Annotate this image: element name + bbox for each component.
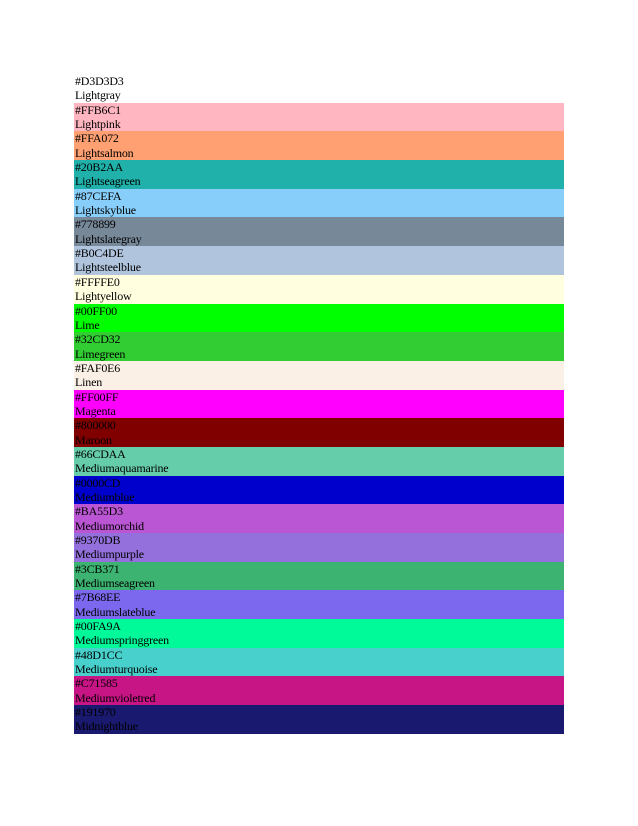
color-hex: #48D1CC [75, 647, 123, 662]
color-hex: #BA55D3 [75, 504, 123, 519]
color-hex: #191970 [75, 705, 116, 720]
color-hex: #32CD32 [75, 332, 121, 347]
color-hex: #C71585 [75, 676, 118, 691]
color-hex: #0000CD [75, 475, 121, 490]
color-row [74, 217, 564, 246]
color-hex: #9370DB [75, 533, 121, 547]
color-hex: #800000 [75, 418, 116, 433]
color-row [74, 189, 564, 218]
color-hex: #66CDAA [75, 446, 126, 461]
color-row [74, 447, 564, 476]
color-row [74, 74, 564, 103]
color-hex: #FFA072 [75, 131, 119, 146]
color-row [74, 590, 564, 619]
color-row [74, 361, 564, 390]
color-name: Lightseagreen [75, 174, 141, 189]
color-swatch-list [74, 74, 564, 734]
color-name: Mediumvioletred [75, 690, 156, 705]
color-name: Mediumpurple [75, 547, 144, 562]
color-name: Magenta [75, 403, 116, 418]
color-row [74, 304, 564, 333]
color-hex: #D3D3D3 [75, 74, 124, 88]
color-hex: #3CB371 [75, 561, 120, 576]
color-row [74, 160, 564, 189]
color-name: Mediumspringgreen [75, 633, 169, 648]
color-row [74, 275, 564, 304]
color-row [74, 676, 564, 705]
color-name: Lightskyblue [75, 203, 136, 218]
color-row [74, 648, 564, 677]
color-name: Limegreen [75, 346, 126, 361]
color-row [74, 705, 564, 734]
color-row [74, 562, 564, 591]
color-hex: #20B2AA [75, 160, 123, 175]
color-name: Mediumturquoise [75, 662, 158, 677]
color-hex: #FFFFE0 [75, 274, 120, 289]
color-row [74, 103, 564, 132]
color-row [74, 390, 564, 419]
color-name: Lightpink [75, 117, 121, 132]
color-name: Lightsalmon [75, 145, 134, 160]
color-name: Lime [75, 317, 100, 332]
color-name: Mediumorchid [75, 518, 144, 533]
color-hex: #00FA9A [75, 619, 121, 634]
color-row [74, 476, 564, 505]
color-row [74, 131, 564, 160]
color-row [74, 246, 564, 275]
color-row [74, 418, 564, 447]
color-name: Lightyellow [75, 289, 132, 304]
color-name: Mediumslateblue [75, 604, 156, 619]
color-name: Mediumaquamarine [75, 461, 169, 476]
color-row [74, 504, 564, 533]
color-hex: #7B68EE [75, 590, 121, 605]
color-hex: #FAF0E6 [75, 360, 121, 375]
color-hex: #778899 [75, 217, 116, 232]
color-hex: #FF00FF [75, 389, 119, 404]
color-hex: #FFB6C1 [75, 102, 121, 117]
color-row [74, 619, 564, 648]
color-name: Lightsteelblue [75, 260, 141, 275]
color-name: Linen [75, 375, 102, 390]
color-name: Maroon [75, 432, 112, 447]
color-name: Midnightblue [75, 719, 138, 734]
color-name: Lightslategray [75, 231, 142, 246]
color-hex: #00FF00 [75, 303, 117, 318]
color-row [74, 332, 564, 361]
color-row [74, 533, 564, 562]
color-hex: #87CEFA [75, 188, 122, 203]
color-name: Lightgray [75, 88, 121, 103]
color-name: Mediumblue [75, 489, 135, 504]
color-name: Mediumseagreen [75, 576, 155, 591]
color-hex: #B0C4DE [75, 246, 124, 261]
